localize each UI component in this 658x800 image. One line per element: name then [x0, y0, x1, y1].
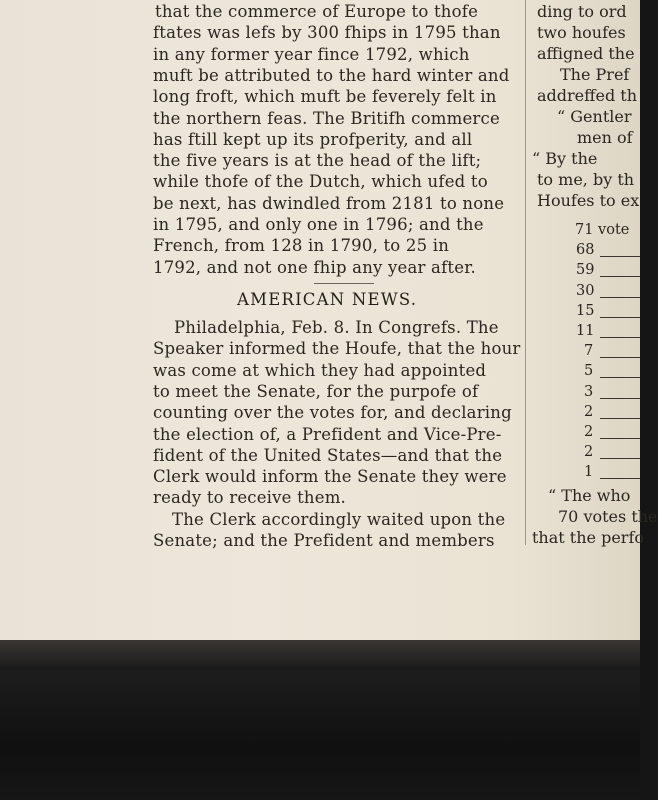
vote-dash — [600, 458, 640, 459]
text-line: 1792, and not one fhip any year after. — [153, 257, 476, 277]
text-line: in any former year fince 1792, which — [153, 44, 470, 64]
right-column — [532, 0, 658, 560]
text-line: the election of, a Prefident and Vice-Pre- — [153, 424, 502, 444]
text-line: was come at which they had appointed — [153, 360, 487, 380]
column-rule — [525, 0, 526, 545]
vote-dash — [600, 317, 640, 318]
text-line: the northern feas. The Britifh commerce — [153, 108, 500, 128]
text-line: “ Gentler — [557, 107, 632, 126]
vote-dash — [600, 377, 640, 378]
text-line: in 1795, and only one in 1796; and the — [153, 215, 484, 234]
text-line: to me, by th — [537, 170, 635, 189]
text-line: “ The who — [548, 486, 631, 505]
vote-count: 30 — [576, 282, 595, 299]
text-line: “ By the — [532, 149, 598, 168]
section-divider — [314, 283, 374, 284]
vote-dash — [600, 478, 640, 479]
text-line: ready to receive them. — [153, 488, 347, 508]
vote-dash — [600, 357, 640, 358]
text-line: while thofe of the Dutch, which ufed to — [153, 172, 488, 192]
text-line: ding to ord — [537, 2, 627, 21]
page-edge-shadow — [0, 640, 640, 670]
text-line: the five years is at the head of the lift; — [153, 151, 482, 171]
text-line: fident of the United States—and that the — [153, 445, 503, 465]
text-line: ftates was lefs by 300 fhips in 1795 than — [153, 23, 501, 43]
text-line: Speaker informed the Houfe, that the hour — [153, 339, 521, 359]
vote-count: 7 — [584, 343, 594, 360]
vote-count: 2 — [584, 444, 594, 461]
text-line: 70 votes the — [558, 507, 658, 526]
vote-count: 11 — [576, 323, 595, 339]
text-line: The Pref — [560, 65, 630, 84]
text-line: Philadelphia, Feb. 8. In Congrefs. The — [174, 318, 499, 337]
vote-count: 2 — [584, 403, 594, 420]
text-line: The Clerk accordingly waited upon the — [172, 509, 506, 529]
text-line: muft be attributed to the hard winter and — [153, 65, 510, 85]
vote-dash — [600, 438, 640, 439]
vote-count: 59 — [576, 262, 595, 279]
headline: AMERICAN NEWS. — [237, 290, 418, 309]
vote-dash — [600, 337, 640, 338]
text-line: men of — [577, 128, 633, 147]
vote-count: 15 — [576, 302, 595, 319]
text-line: counting over the votes for, and declaring — [153, 403, 512, 423]
text-line: has ftill kept up its profperity, and all — [153, 129, 473, 149]
vote-count: 3 — [584, 383, 594, 400]
text-line: be next, has dwindled from 2181 to none — [153, 193, 505, 213]
text-line: addreffed th — [537, 86, 638, 105]
vote-dash — [600, 398, 640, 399]
vote-count: 71 vote — [575, 222, 630, 238]
text-line: Clerk would inform the Senate they were — [153, 467, 507, 487]
text-line: that the commerce of Europe to thofe — [155, 2, 479, 21]
vote-dash — [600, 297, 640, 298]
text-line: long froft, which muft be feverely felt in — [153, 87, 497, 107]
text-line: French, from 128 in 1790, to 25 in — [153, 236, 450, 256]
vote-dash — [600, 256, 640, 257]
text-line: affigned the — [537, 44, 635, 63]
vote-count: 2 — [584, 424, 594, 440]
text-line: two houfes — [537, 23, 626, 42]
vote-count: 68 — [576, 242, 595, 259]
vote-dash — [600, 276, 640, 277]
vote-dash — [600, 418, 640, 419]
text-line: to meet the Senate, for the purpofe of — [153, 381, 479, 401]
vote-count: 1 — [584, 464, 594, 481]
text-line: Houfes to ex — [537, 191, 640, 210]
vote-count: 5 — [584, 363, 594, 380]
dark-background — [0, 670, 640, 800]
text-line: Senate; and the Prefident and members — [153, 531, 495, 550]
text-line: that the perfo — [532, 528, 644, 547]
